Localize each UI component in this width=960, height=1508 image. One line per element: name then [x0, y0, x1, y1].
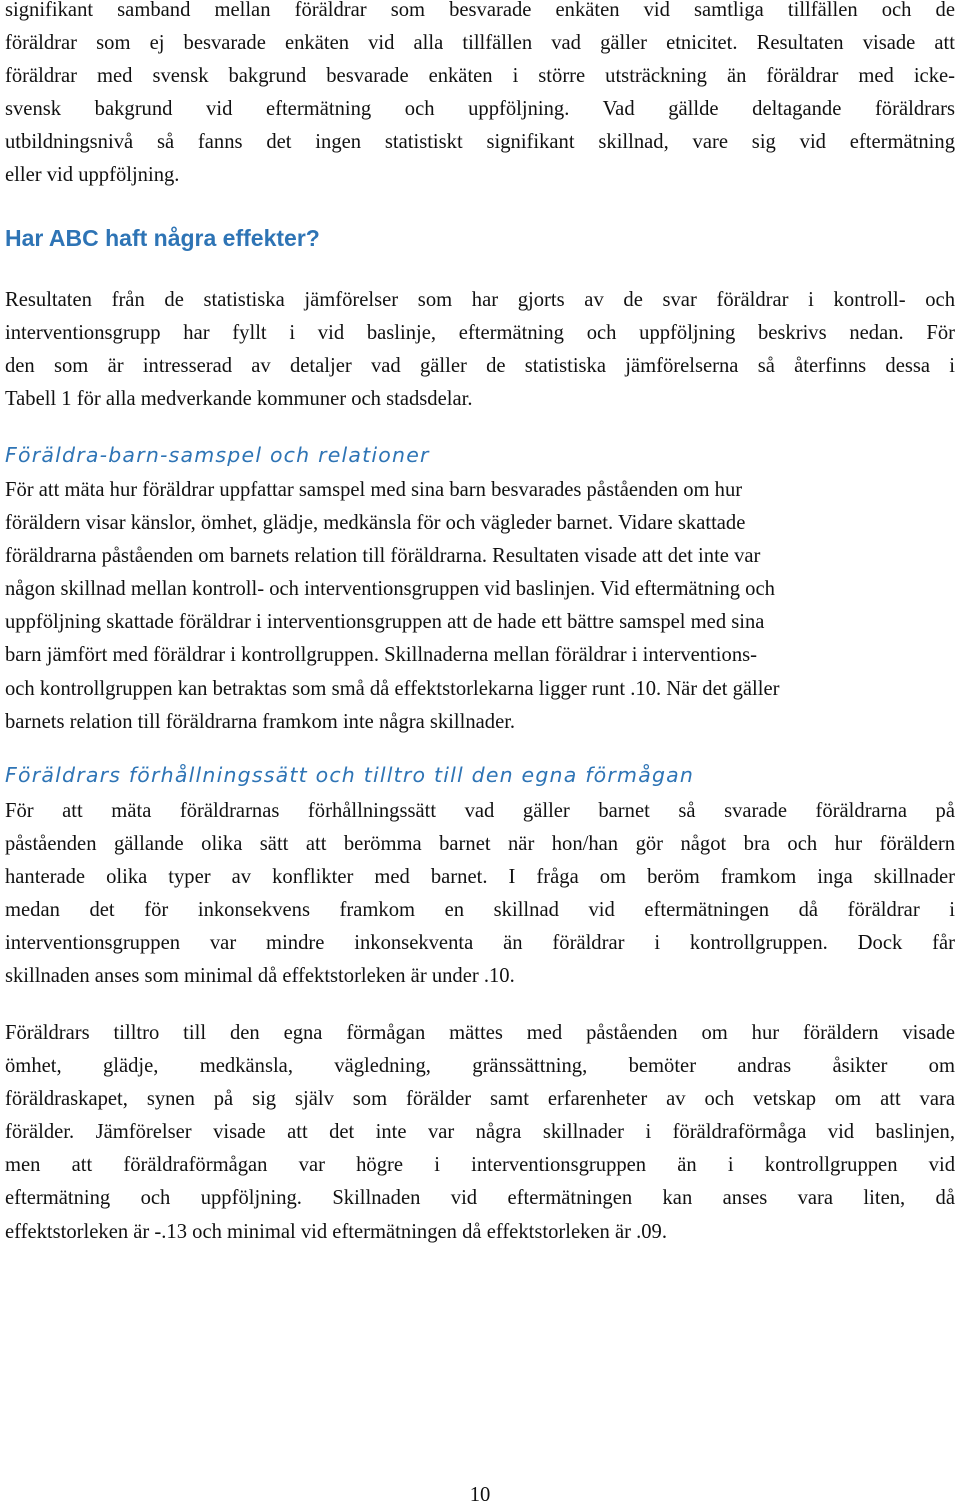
- text-line: Resultaten från de statistiska jämförelser som har gjorts av de svar föräldrar i kontroll- och: [5, 289, 955, 311]
- text-line: föräldrar med svensk bakgrund besvarade enkäten i större utsträckning än föräldrar med icke-: [5, 65, 955, 88]
- text-line: interventionsgrupp har fyllt i vid baslinje, eftermätning och uppföljning beskrivs nedan. För: [5, 322, 955, 345]
- text-line: barnets relation till föräldrarna framkom inte några skillnader.: [5, 710, 516, 733]
- text-line: Tabell 1 för alla medverkande kommuner och stadsdelar.: [5, 388, 473, 411]
- text-line: medan det för inkonsekvens framkom en skillnad vid eftermätningen då föräldrar i: [5, 899, 955, 922]
- text-line: svensk bakgrund vid eftermätning och uppföljning. Vad gällde deltagande föräldrars: [5, 98, 955, 121]
- text-line: Föräldrars tilltro till den egna förmågan mättes med påståenden om hur föräldern visade: [5, 1022, 955, 1044]
- text-line: uppföljning skattade föräldrar i interventionsgruppen att de hade ett bättre samspel med sina: [5, 611, 765, 634]
- text-line: eftermätning och uppföljning. Skillnaden vid eftermätningen kan anses vara liten, då: [5, 1187, 955, 1210]
- heading-interaction: Föräldra-barn-samspel och relationer: [5, 443, 430, 467]
- text-line: och kontrollgruppen kan betraktas som små då effektstorlekarna ligger runt .10. När det gäller: [5, 677, 780, 700]
- text-line: skillnaden anses som minimal då effektstorleken är under .10.: [5, 965, 515, 988]
- text-line: föräldrarna påståenden om barnets relation till föräldrarna. Resultaten visade att det inte var: [5, 545, 761, 568]
- text-line: föräldern visar känslor, ömhet, glädje, medkänsla för och vägleder barnet. Vidare skattade: [5, 512, 746, 535]
- paragraph-intro: [5, 0, 955, 193]
- text-line: hanterade olika typer av konflikter med barnet. I fråga om beröm framkom inga skillnader: [5, 866, 955, 889]
- text-line: föräldrar som ej besvarade enkäten vid alla tillfällen vad gäller etnicitet. Resultaten visade att: [5, 32, 955, 55]
- text-line: eller vid uppföljning.: [5, 164, 180, 187]
- paragraph-approach: [5, 795, 955, 994]
- text-line: ömhet, glädje, medkänsla, vägledning, gränssättning, bemöter andras åsikter om: [5, 1055, 955, 1078]
- text-line: effektstorleken är -.13 och minimal vid eftermätningen då effektstorleken är .09.: [5, 1220, 668, 1243]
- text-line: men att föräldraförmågan var högre i interventionsgruppen än i kontrollgruppen vid: [5, 1154, 955, 1177]
- paragraph-results: [5, 284, 955, 416]
- text-line: utbildningsnivå så fanns det ingen statistiskt signifikant skillnad, vare sig vid eftermätning: [5, 131, 955, 154]
- heading-main: Har ABC haft några effekter?: [5, 225, 320, 251]
- paragraph-confidence: [5, 1017, 955, 1249]
- text-line: påståenden gällande olika sätt att berömma barnet när hon/han gör något bra och hur föräldern: [5, 833, 955, 856]
- text-line: förälder. Jämförelser visade att det inte var några skillnader i föräldraförmåga vid baslinjen,: [5, 1121, 955, 1144]
- text-line: den som är intresserad av detaljer vad gäller de statistiska jämförelserna så återfinns dessa i: [5, 355, 955, 378]
- text-line: För att mäta föräldrarnas förhållningssätt vad gäller barnet så svarade föräldrarna på: [5, 800, 955, 822]
- heading-approach: Föräldrars förhållningssätt och tilltro till den egna förmågan: [5, 763, 695, 787]
- text-line: någon skillnad mellan kontroll- och interventionsgruppen vid baslinjen. Vid eftermätning och: [5, 578, 775, 601]
- text-line: För att mäta hur föräldrar uppfattar samspel med sina barn besvarades påståenden om hur: [5, 479, 743, 501]
- paragraph-interaction: [5, 474, 955, 739]
- text-line: barn jämfört med föräldrar i kontrollgruppen. Skillnaderna mellan föräldrar i interventions-: [5, 644, 757, 667]
- text-line: föräldraskapet, synen på sig själv som förälder samt erfarenheter av och vetskap om att vara: [5, 1088, 955, 1111]
- text-line: interventionsgruppen var mindre inkonsekventa än föräldrar i kontrollgruppen. Dock får: [5, 932, 955, 955]
- text-line: signifikant samband mellan föräldrar som besvarade enkäten vid samtliga tillfällen och de: [5, 0, 955, 21]
- page-number: 10: [469, 1484, 491, 1506]
